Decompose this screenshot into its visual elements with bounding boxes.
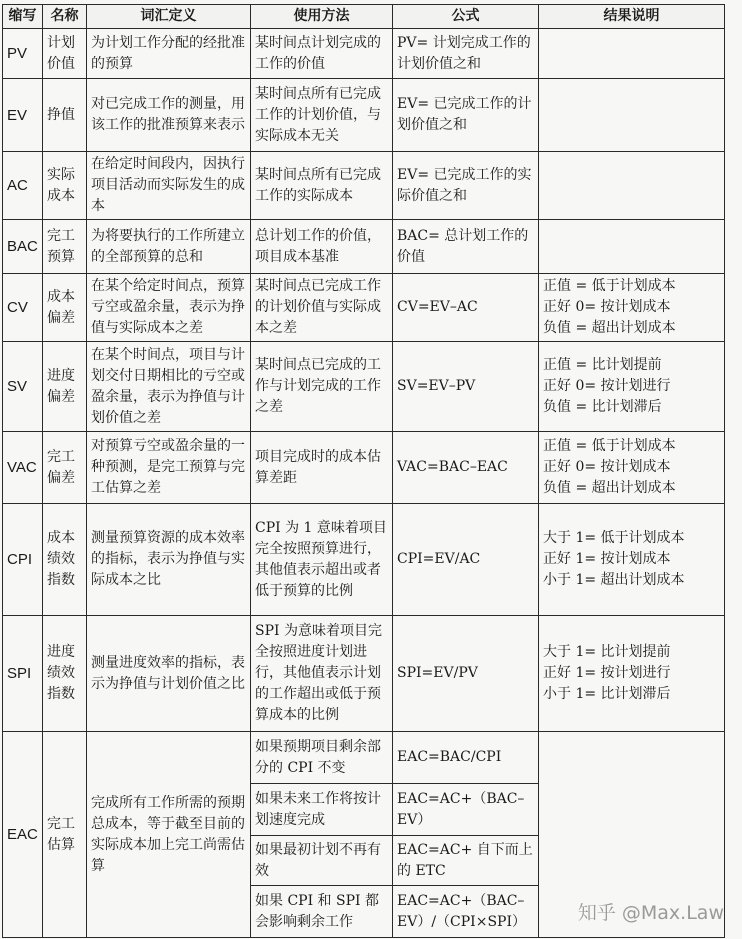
- cell-usage: 某时间点所有已完成工作的计划价值，与实际成本无关: [251, 79, 393, 152]
- eac-row: [3, 732, 725, 784]
- cell-formula: PV= 计划完成工作的计划价值之和: [393, 29, 539, 79]
- cell-formula: CV=EV–AC: [393, 274, 539, 342]
- cell-definition: 在某个时间点，项目与计划交付日期相比的亏空或盈余量，表示为挣值与计划价值之差: [87, 342, 251, 432]
- table-row: [3, 220, 725, 274]
- col-header-abbr: 缩写: [3, 5, 43, 29]
- cell-formula: VAC=BAC–EAC: [393, 432, 539, 504]
- cell-usage: 总计划工作的价值，项目成本基准: [251, 220, 393, 274]
- cell-usage: 如果 CPI 和 SPI 都会影响剩余工作: [251, 886, 393, 938]
- cell-abbr: VAC: [3, 432, 43, 504]
- cell-usage: SPI 为意味着项目完全按照进度计划进行，其他值表示计划的工作超出或低于预算成本的比例: [251, 616, 393, 732]
- cell-usage: 项目完成时的成本估算差距: [251, 432, 393, 504]
- cell-formula: EAC=AC+ 自下而上的 ETC: [393, 836, 539, 886]
- cell-formula: EV= 已完成工作的计划价值之和: [393, 79, 539, 152]
- cell-usage: 某时间点所有已完成工作的实际成本: [251, 152, 393, 220]
- cell-result: 正值 = 比计划提前 正好 0= 按计划进行 负值 = 比计划滞后: [539, 342, 725, 432]
- cell-abbr: AC: [3, 152, 43, 220]
- table-row: [3, 152, 725, 220]
- col-header-usage: 使用方法: [251, 5, 393, 29]
- cell-formula: EAC=AC+（BAC–EV）/（CPI×SPI）: [393, 886, 539, 938]
- cell-result: 正值 = 低于计划成本 正好 0= 按计划成本 负值 = 超出计划成本: [539, 432, 725, 504]
- cell-formula: BAC= 总计划工作的价值: [393, 220, 539, 274]
- table-row: [3, 79, 725, 152]
- cell-formula: EAC=BAC/CPI: [393, 732, 539, 784]
- cell-name: 挣值: [43, 79, 87, 152]
- table-row: [3, 29, 725, 79]
- cell-abbr: EAC: [3, 732, 43, 938]
- cell-abbr: EV: [3, 79, 43, 152]
- cell-abbr: CPI: [3, 504, 43, 616]
- cell-name: 完工预算: [43, 220, 87, 274]
- table-row: [3, 342, 725, 432]
- cell-result: [539, 152, 725, 220]
- cell-result: [539, 79, 725, 152]
- cell-result: 大于 1= 比计划提前 正好 1= 按计划进行 小于 1= 比计划滞后: [539, 616, 725, 732]
- table-row: [3, 504, 725, 616]
- cell-usage: 某时间点已完成的工作与计划完成的工作之差: [251, 342, 393, 432]
- cell-definition: 完成所有工作所需的预期总成本，等于截至目前的实际成本加上完工尚需估算: [87, 732, 251, 938]
- cell-name: 进度偏差: [43, 342, 87, 432]
- cell-usage: 如果未来工作将按计划速度完成: [251, 784, 393, 836]
- cell-abbr: SPI: [3, 616, 43, 732]
- cell-definition: 为将要执行的工作所建立的全部预算的总和: [87, 220, 251, 274]
- cell-name: 成本绩效指数: [43, 504, 87, 616]
- cell-definition: 在给定时间段内，因执行项目活动而实际发生的成本: [87, 152, 251, 220]
- col-header-name: 名称: [43, 5, 87, 29]
- cell-name: 完工偏差: [43, 432, 87, 504]
- cell-formula: SV=EV–PV: [393, 342, 539, 432]
- cell-name: 成本偏差: [43, 274, 87, 342]
- cell-definition: 测量预算资源的成本效率的指标，表示为挣值与实际成本之比: [87, 504, 251, 616]
- cell-name: 进度绩效指数: [43, 616, 87, 732]
- evm-table: [2, 4, 725, 938]
- cell-formula: CPI=EV/AC: [393, 504, 539, 616]
- cell-usage: 某时间点计划完成的工作的价值: [251, 29, 393, 79]
- table-row: [3, 616, 725, 732]
- col-header-formula: 公式: [393, 5, 539, 29]
- cell-abbr: CV: [3, 274, 43, 342]
- cell-definition: 为计划工作分配的经批准的预算: [87, 29, 251, 79]
- cell-usage: 如果最初计划不再有效: [251, 836, 393, 886]
- cell-name: 完工估算: [43, 732, 87, 938]
- table-row: [3, 274, 725, 342]
- cell-result: 正值 = 低于计划成本 正好 0= 按计划成本 负值 = 超出计划成本: [539, 274, 725, 342]
- cell-name: 实际成本: [43, 152, 87, 220]
- cell-result: [539, 220, 725, 274]
- header-row: [3, 5, 725, 29]
- cell-result: 大于 1= 低于计划成本 正好 1= 按计划成本 小于 1= 超出计划成本: [539, 504, 725, 616]
- cell-formula: EAC=AC+（BAC–EV）: [393, 784, 539, 836]
- watermark: 知乎 @Max.Law: [577, 902, 724, 924]
- col-header-result: 结果说明: [539, 5, 725, 29]
- table-row: [3, 432, 725, 504]
- cell-usage: 如果预期项目剩余部分的 CPI 不变: [251, 732, 393, 784]
- cell-definition: 在某个给定时间点，预算亏空或盈余量，表示为挣值与实际成本之差: [87, 274, 251, 342]
- cell-abbr: PV: [3, 29, 43, 79]
- cell-formula: SPI=EV/PV: [393, 616, 539, 732]
- cell-definition: 测量进度效率的指标，表示为挣值与计划价值之比: [87, 616, 251, 732]
- cell-result: [539, 29, 725, 79]
- cell-formula: EV= 已完成工作的实际价值之和: [393, 152, 539, 220]
- cell-abbr: BAC: [3, 220, 43, 274]
- cell-definition: 对预算亏空或盈余量的一种预测，是完工预算与完工估算之差: [87, 432, 251, 504]
- cell-name: 计划价值: [43, 29, 87, 79]
- cell-usage: CPI 为 1 意味着项目完全按照预算进行，其他值表示超出或者低于预算的比例: [251, 504, 393, 616]
- cell-definition: 对已完成工作的测量，用该工作的批准预算来表示: [87, 79, 251, 152]
- cell-abbr: SV: [3, 342, 43, 432]
- cell-usage: 某时间点已完成工作的计划价值与实际成本之差: [251, 274, 393, 342]
- col-header-definition: 词汇定义: [87, 5, 251, 29]
